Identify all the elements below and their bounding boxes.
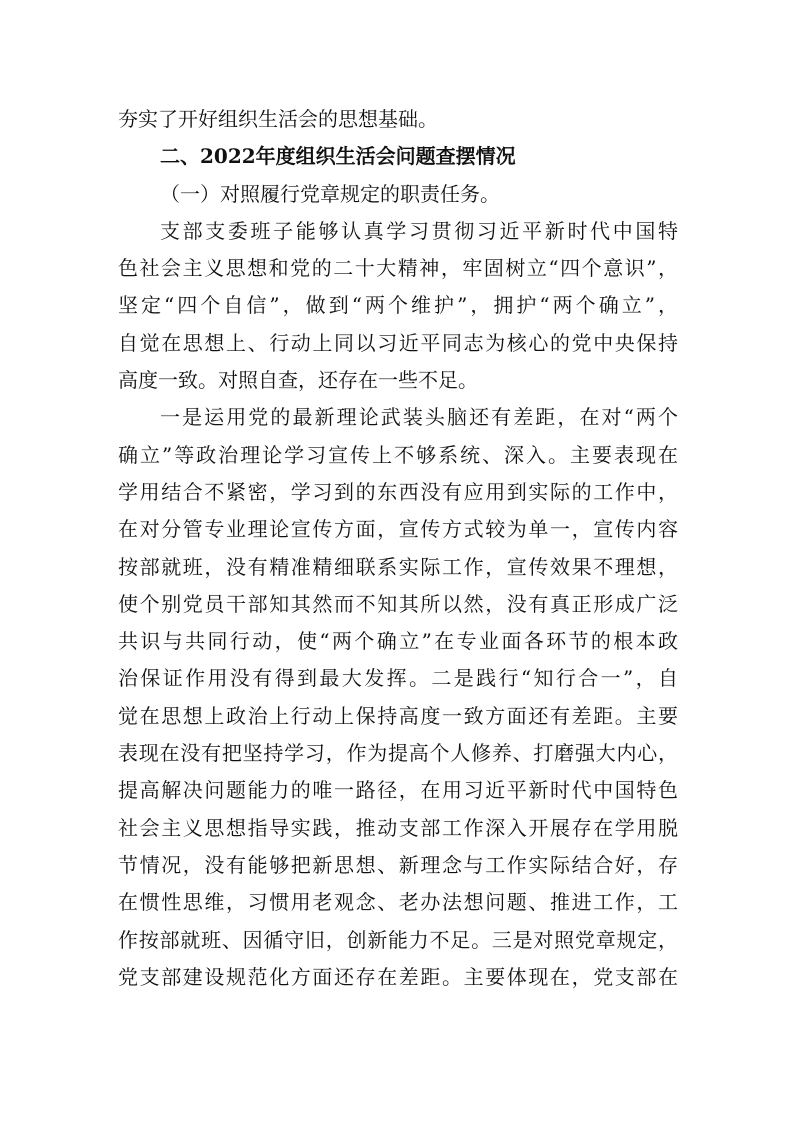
paragraph-line: 在惯性思维，习惯用老观念、老办法想问题、推进工作，工 bbox=[118, 890, 678, 915]
paragraph-line: 高度一致。对照自查，还存在一些不足。 bbox=[118, 368, 478, 393]
paragraph-line: 治保证作用没有得到最大发挥。二是践行“知行合一”，自 bbox=[118, 666, 678, 691]
paragraph-line: 按部就班，没有精准精细联系实际工作，宣传效果不理想， bbox=[118, 554, 678, 579]
paragraph-line: 党支部建设规范化方面还存在差距。主要体现在，党支部在 bbox=[118, 964, 678, 989]
paragraph-line: 夯实了开好组织生活会的思想基础。 bbox=[118, 107, 438, 131]
paragraph-line: 支部支委班子能够认真学习贯彻习近平新时代中国特 bbox=[160, 218, 678, 243]
paragraph-line: 节情况，没有能够把新思想、新理念与工作实际结合好，存 bbox=[118, 852, 678, 877]
paragraph-line: 觉在思想上政治上行动上保持高度一致方面还有差距。主要 bbox=[118, 703, 678, 728]
paragraph-line: 学用结合不紧密，学习到的东西没有应用到实际的工作中， bbox=[118, 479, 678, 504]
paragraph-line: 在对分管专业理论宣传方面，宣传方式较为单一，宣传内容 bbox=[118, 517, 678, 542]
paragraph-line: 使个别党员干部知其然而不知其所以然，没有真正形成广泛 bbox=[118, 591, 678, 616]
section-heading: 二、2022年度组织生活会问题查摆情况 bbox=[160, 144, 516, 169]
paragraph-line: 提高解决问题能力的唯一路径，在用习近平新时代中国特色 bbox=[118, 778, 678, 803]
paragraph-line: 色社会主义思想和党的二十大精神，牢固树立“四个意识”， bbox=[118, 256, 678, 281]
paragraph-line: 坚定“四个自信”，做到“两个维护”，拥护“两个确立”， bbox=[118, 293, 678, 318]
paragraph-line: 一是运用党的最新理论武装头脑还有差距，在对“两个 bbox=[160, 405, 678, 430]
paragraph-line: 作按部就班、因循守旧，创新能力不足。三是对照党章规定， bbox=[118, 927, 678, 952]
paragraph-line: 共识与共同行动，使“两个确立”在专业面各环节的根本政 bbox=[118, 629, 678, 654]
document-page bbox=[118, 101, 678, 996]
paragraph-line: 社会主义思想指导实践，推动支部工作深入开展存在学用脱 bbox=[118, 815, 678, 840]
subsection-heading: （一）对照履行党章规定的职责任务。 bbox=[160, 181, 500, 206]
paragraph-line: 确立”等政治理论学习宣传上不够系统、深入。主要表现在 bbox=[118, 442, 678, 467]
paragraph-line: 表现在没有把坚持学习，作为提高个人修养、打磨强大内心， bbox=[118, 741, 678, 766]
paragraph-line: 自觉在思想上、行动上同以习近平同志为核心的党中央保持 bbox=[118, 330, 678, 355]
